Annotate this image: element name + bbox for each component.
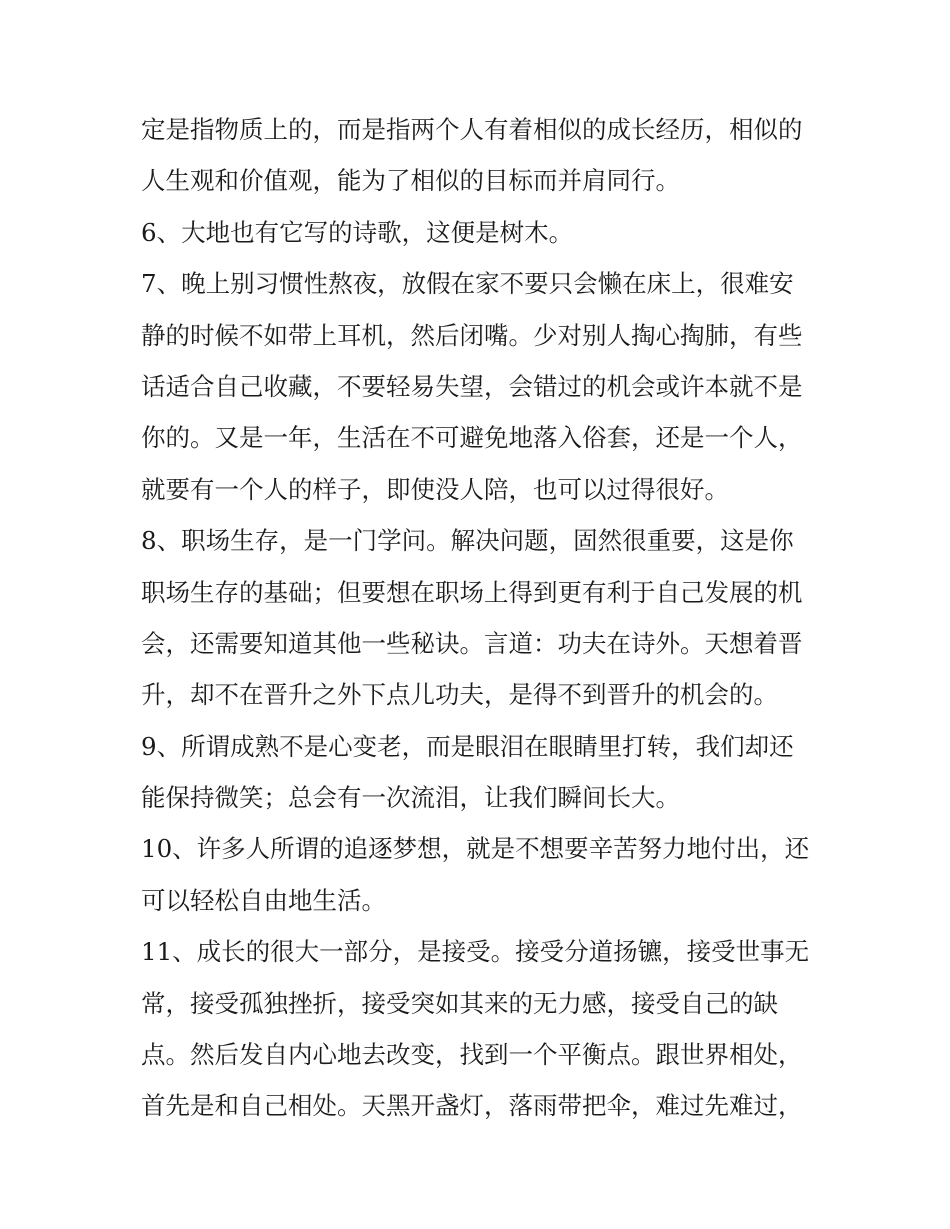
text-line: 你的。又是一年，生活在不可避免地落入俗套，还是一个人， — [141, 423, 803, 453]
text-line: 首先是和自己相处。天黑开盏灯，落雨带把伞，难过先难过， — [141, 1091, 803, 1121]
text-line: 静的时候不如带上耳机，然后闭嘴。少对别人掏心掏肺，有些 — [141, 320, 803, 350]
body-text — [141, 104, 821, 1132]
text-line: 9、所谓成熟不是心变老，而是眼泪在眼睛里打转，我们却还 — [141, 731, 794, 761]
text-line: 7、晚上别习惯性熬夜，放假在家不要只会懒在床上，很难安 — [141, 269, 794, 299]
text-line: 人生观和价值观，能为了相似的目标而并肩同行。 — [141, 166, 680, 196]
text-line: 10、许多人所谓的追逐梦想，就是不想要辛苦努力地付出，还 — [141, 834, 810, 864]
text-line: 11、成长的很大一部分，是接受。接受分道扬镳，接受世事无 — [141, 937, 810, 967]
text-line: 6、大地也有它写的诗歌，这便是树木。 — [141, 217, 574, 247]
text-line: 会，还需要知道其他一些秘诀。言道：功夫在诗外。天想着晋 — [141, 628, 803, 658]
text-line: 8、职场生存，是一门学问。解决问题，固然很重要，这是你 — [141, 526, 794, 556]
text-line: 常，接受孤独挫折，接受突如其来的无力感，接受自己的缺 — [141, 988, 778, 1018]
text-line: 定是指物质上的，而是指两个人有着相似的成长经历，相似的 — [141, 115, 803, 144]
text-line: 就要有一个人的样子，即使没人陪，也可以过得很好。 — [141, 474, 729, 504]
text-line: 可以轻松自由地生活。 — [141, 885, 386, 915]
text-line: 能保持微笑；总会有一次流泪，让我们瞬间长大。 — [141, 783, 680, 813]
text-line: 职场生存的基础；但要想在职场上得到更有利于自己发展的机 — [141, 577, 803, 607]
text-line: 升，却不在晋升之外下点儿功夫，是得不到晋升的机会的。 — [141, 680, 778, 710]
text-line: 话适合自己收藏，不要轻易失望，会错过的机会或许本就不是 — [141, 371, 803, 401]
text-line: 点。然后发自内心地去改变，找到一个平衡点。跟世界相处， — [141, 1040, 803, 1070]
